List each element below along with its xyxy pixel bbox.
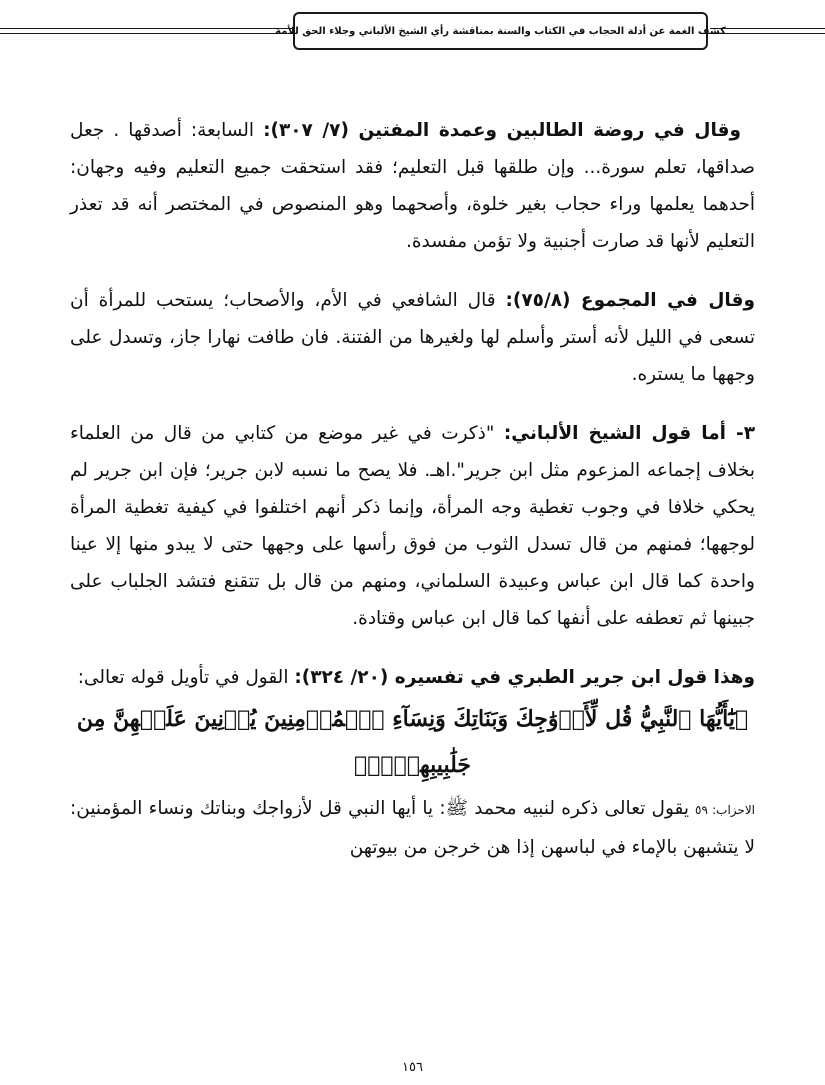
verse-reference: الاحزاب: ٥٩	[695, 803, 755, 817]
albani-quote: "ذكرت في غير موضع من كتابي من قال من العلماء بخلاف إجماعه المزعوم مثل ابن جرير".اهـ.	[70, 423, 755, 481]
source-citation: وقال في روضة الطالبين وعمدة المفتين (٧/ ٣٠٧):	[263, 120, 741, 141]
paragraph-al-majmu	[70, 282, 755, 393]
paragraph-tabari-tafsir	[70, 659, 755, 696]
header-rule	[0, 33, 293, 34]
point-lead: ٣- أما قول الشيخ الألباني:	[503, 423, 755, 444]
paragraph-albani-claim	[70, 415, 755, 637]
page-number: ١٥٦	[402, 1060, 423, 1075]
header-rule	[710, 28, 825, 29]
page-body	[70, 112, 755, 866]
running-header-title: كشف الغمة عن أدلة الحجاب في الكتاب والسنة بمناقشة رأي الشيخ الألباني وجلاء الحق للأمة	[275, 25, 726, 37]
running-header	[275, 12, 726, 50]
paragraph-tabari-commentary	[70, 790, 755, 866]
paragraph-text: القول في تأويل قوله تعالى:	[77, 667, 295, 688]
paragraph-text: يقول تعالى ذكره لنبيه محمد ﷺ: يا أيها النبي قل لأزواجك وبناتك ونساء المؤمنين: لا يتشبهن بالإماء في لباسهن إذا هن خرجن من بيوتهن	[70, 798, 755, 858]
source-citation: وهذا قول ابن جرير الطبري في تفسيره (٢٠/ ٣٢٤):	[294, 667, 755, 688]
source-citation: وقال في المجموع (٧٥/٨):	[505, 290, 755, 311]
quran-verse: ﴿يَٰٓأَيُّهَا ٱلنَّبِيُّ قُل لِّأَزۡوَٰجِكَ وَبَنَاتِكَ وَنِسَآءِ ٱلۡمُؤۡمِنِينَ يُدۡنِينَ عَلَيۡهِنَّ مِن جَلَٰبِيبِهِنَّۚ﴾	[76, 706, 749, 778]
paragraph-text: السابعة: أصدقها . جعل صداقها، تعلم سورة... وإن طلقها قبل التعليم؛ فقد استحقت جميع التعليم وفيه وجهان: أحدهما يعلمها وراء حجاب بغير خلوة، وأصحهما وهو المنصوص في المختصر أنه قد تعذر التعليم لأنها قد صارت أجنبية ولا تؤمن مفسدة.	[70, 120, 755, 252]
paragraph-text: قال الشافعي في الأم، والأصحاب؛ يستحب للمرأة أن تسعى في الليل لأنه أستر وأسلم لها ولغيرها من الفتنة. فان طافت نهارا جاز، وتسدل على وجهها ما يستره.	[70, 290, 755, 385]
paragraph-rawdat-al-talibin	[70, 112, 755, 260]
header-rule	[710, 33, 825, 34]
paragraph-text: فلا يصح ما نسبه لابن جرير؛ فإن ابن جرير لم يحكي خلافا في وجوب تغطية وجه المرأة، وإنما ذكر أنهم اختلفوا في كيفية تغطية المرأة لوجهها؛ فمنهم من قال تسدل الثوب من فوق رأسها على وجهها حتى لا يبدو منها إلا عينا واحدة كما قال ابن عباس وعبيدة السلماني، ومنهم من قال بل تتقنع فتشد الجلباب على جبينها ثم تعطفه على أنفها كما قال ابن عباس وقتادة.	[70, 460, 755, 629]
header-rule	[0, 28, 293, 29]
